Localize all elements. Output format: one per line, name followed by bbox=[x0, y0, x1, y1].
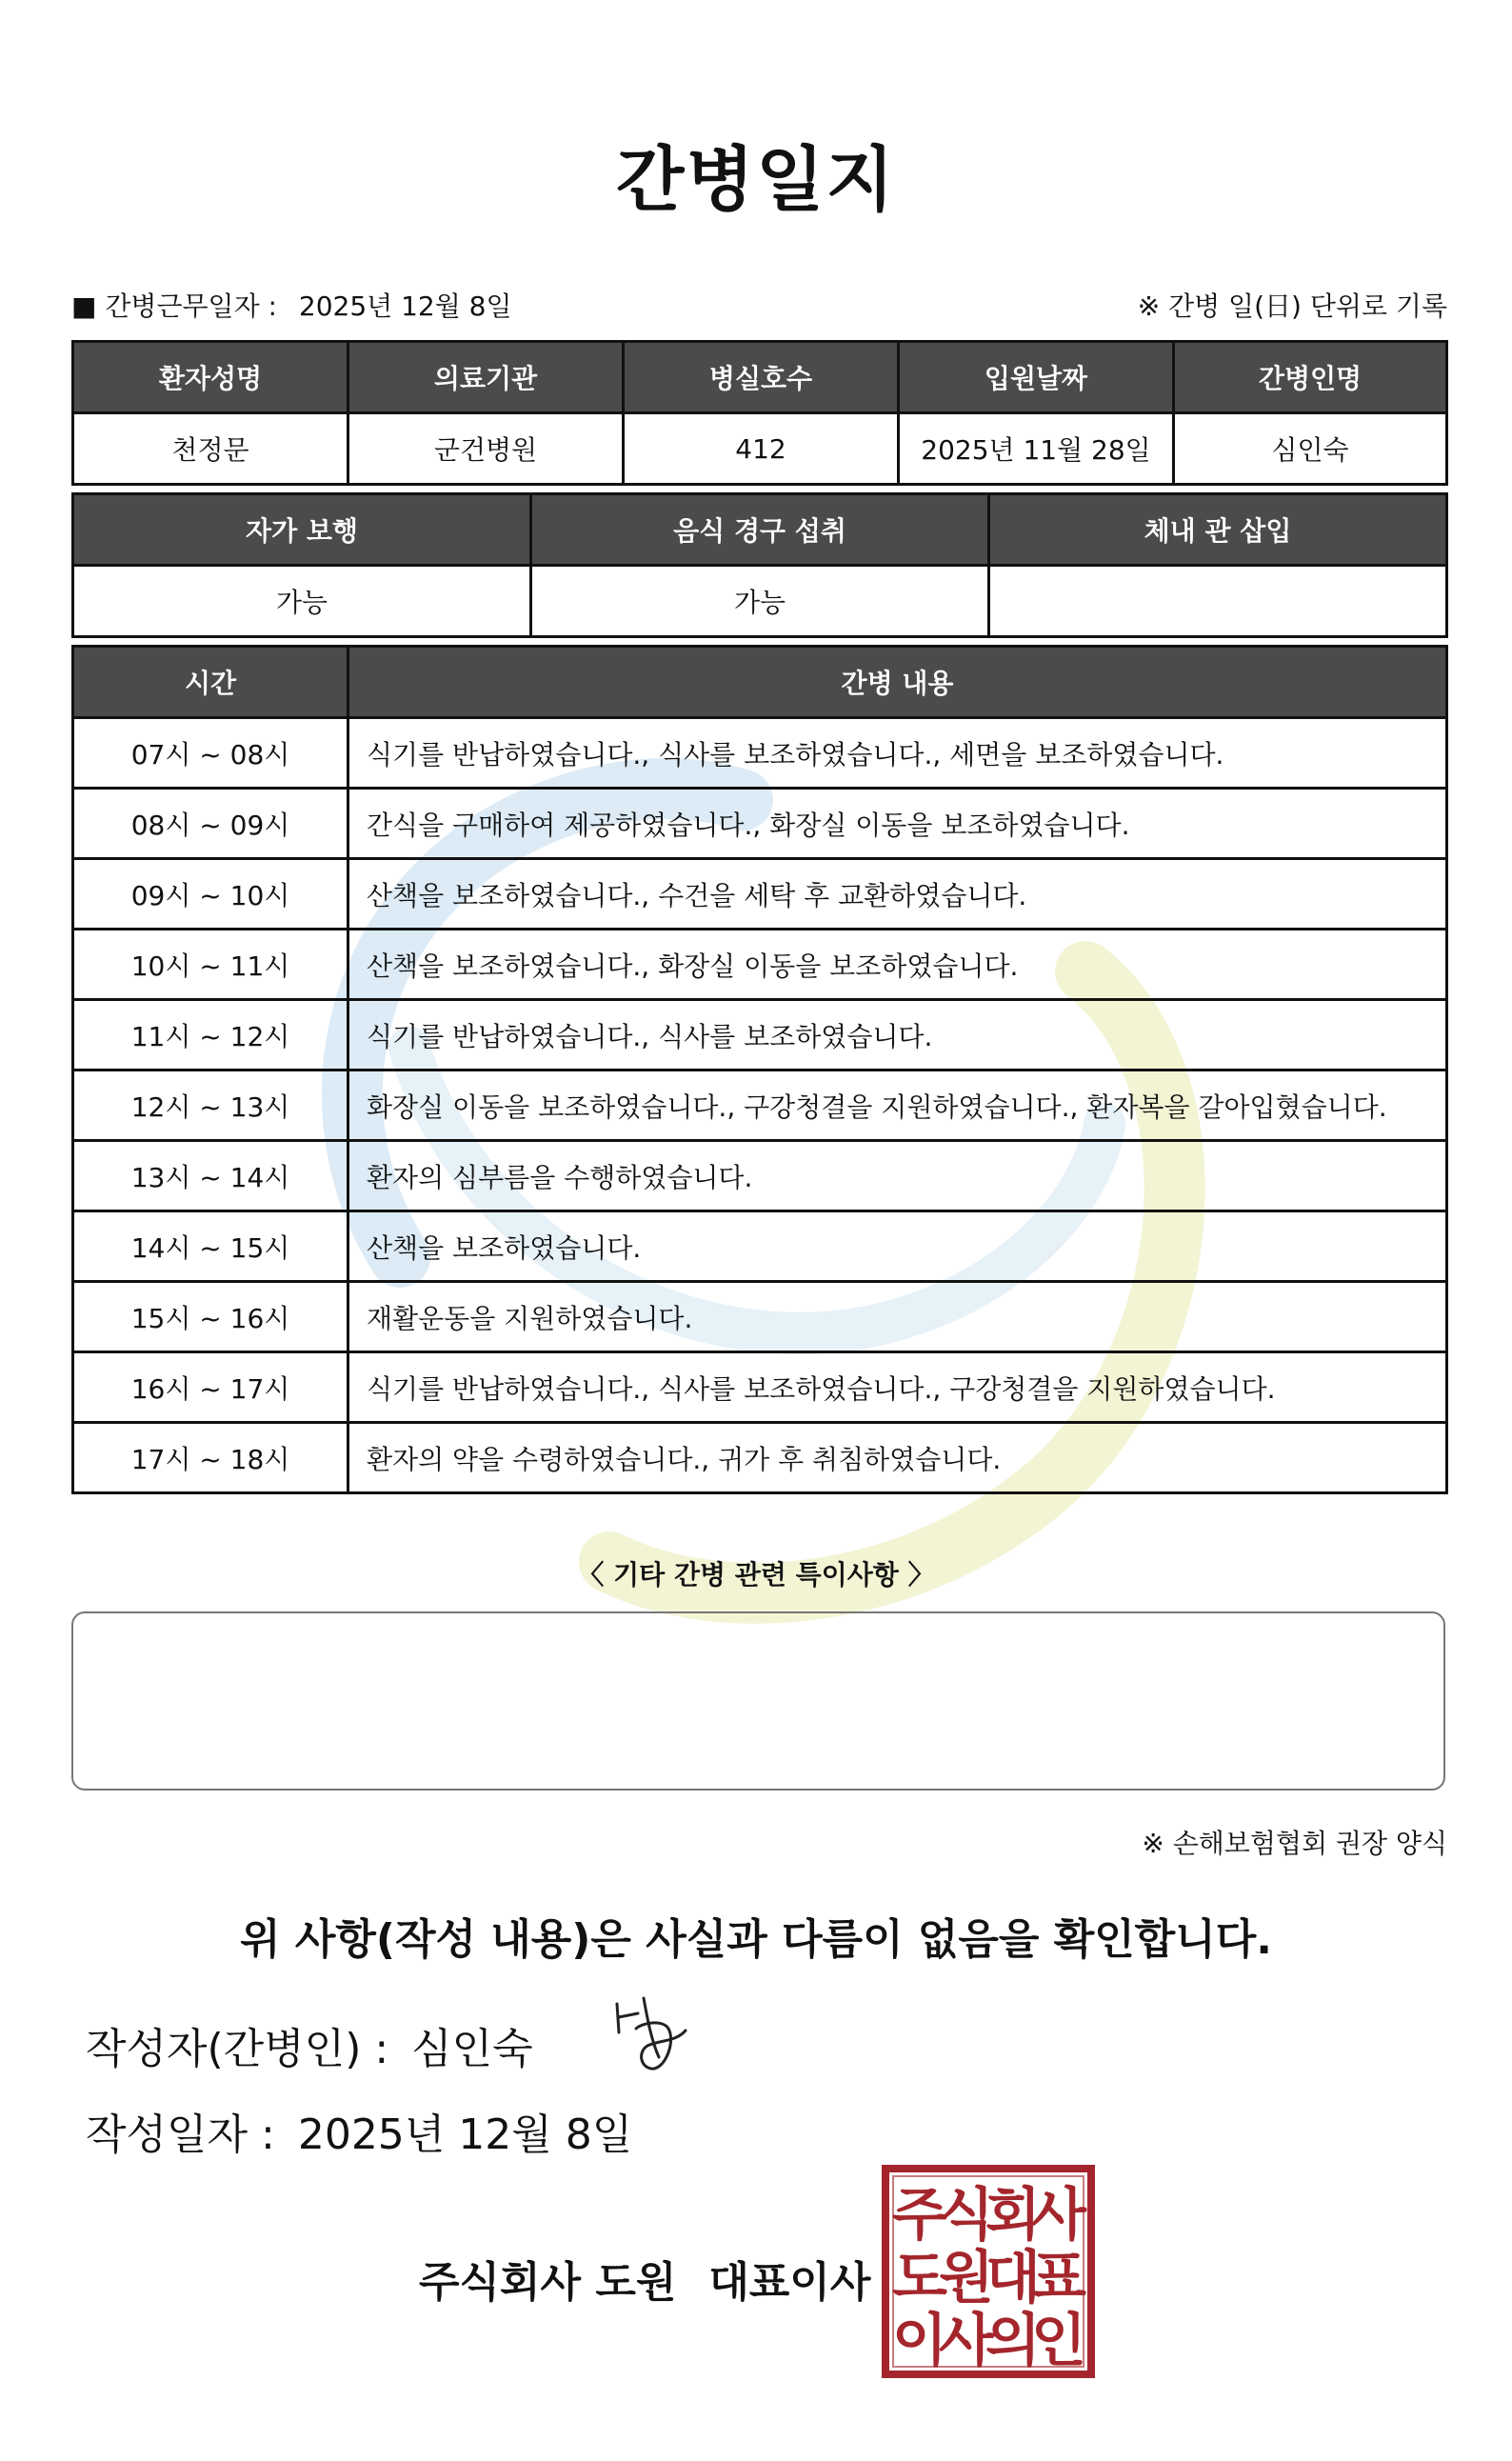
log-content: 식기를 반납하였습니다., 식사를 보조하였습니다., 구강청결을 지원하였습니다. bbox=[348, 1352, 1447, 1423]
header-room-number: 병실호수 bbox=[624, 342, 899, 413]
hospital-name: 군건병원 bbox=[348, 413, 624, 485]
room-number: 412 bbox=[624, 413, 899, 485]
table-row bbox=[73, 1352, 1447, 1423]
writer-name: 심인숙 bbox=[411, 2025, 533, 2073]
writer-line bbox=[86, 2014, 533, 2075]
form-note: ※ 손해보험협회 권장 양식 bbox=[1142, 1828, 1447, 1859]
special-notes-title: 〈 기타 간병 관련 특이사항 〉 bbox=[577, 1559, 935, 1591]
header-patient-name: 환자성명 bbox=[73, 342, 348, 413]
log-content: 재활운동을 지원하였습니다. bbox=[348, 1282, 1447, 1352]
header-care-content: 간병 내용 bbox=[348, 647, 1447, 718]
header-admission-date: 입원날짜 bbox=[899, 342, 1174, 413]
patient-info-value-row bbox=[73, 413, 1447, 485]
svg-text:사: 사 bbox=[1031, 2182, 1086, 2249]
svg-text:표: 표 bbox=[1031, 2245, 1086, 2311]
log-content: 산책을 보조하였습니다., 수건을 세탁 후 교환하였습니다. bbox=[348, 859, 1447, 930]
svg-text:원: 원 bbox=[939, 2245, 994, 2311]
company-seal-icon bbox=[881, 2164, 1096, 2379]
header-caregiver-name: 간병인명 bbox=[1174, 342, 1447, 413]
log-time: 15시 ~ 16시 bbox=[73, 1282, 348, 1352]
svg-text:인: 인 bbox=[1031, 2308, 1086, 2374]
log-content: 환자의 심부름을 수행하였습니다. bbox=[348, 1141, 1447, 1211]
svg-text:이: 이 bbox=[892, 2308, 947, 2374]
work-date-label: ■ 간병근무일자 : bbox=[71, 290, 277, 322]
patient-info-header-row bbox=[73, 342, 1447, 413]
log-time: 16시 ~ 17시 bbox=[73, 1352, 348, 1423]
log-time: 12시 ~ 13시 bbox=[73, 1070, 348, 1141]
patient-name: 천정문 bbox=[73, 413, 348, 485]
status-header-row bbox=[73, 494, 1447, 566]
svg-text:도: 도 bbox=[892, 2245, 947, 2311]
header-self-walking: 자가 보행 bbox=[73, 494, 531, 566]
company-line bbox=[419, 2248, 870, 2309]
care-log-header-row bbox=[73, 647, 1447, 718]
log-content: 산책을 보조하였습니다. bbox=[348, 1211, 1447, 1282]
svg-text:주: 주 bbox=[892, 2182, 947, 2249]
log-time: 09시 ~ 10시 bbox=[73, 859, 348, 930]
patient-status-table bbox=[71, 492, 1448, 638]
log-content: 화장실 이동을 보조하였습니다., 구강청결을 지원하였습니다., 환자복을 갈아입혔습니다. bbox=[348, 1070, 1447, 1141]
svg-text:사: 사 bbox=[939, 2308, 994, 2374]
svg-text:회: 회 bbox=[985, 2182, 1041, 2249]
writer-label: 작성자(간병인) : bbox=[86, 2025, 389, 2073]
written-date-line bbox=[86, 2100, 632, 2161]
special-notes-box bbox=[71, 1611, 1445, 1791]
table-row bbox=[73, 1070, 1447, 1141]
written-date-value: 2025년 12월 8일 bbox=[297, 2111, 633, 2159]
self-walking-value: 가능 bbox=[73, 566, 531, 637]
handwritten-signature-icon bbox=[609, 1991, 714, 2076]
svg-text:식: 식 bbox=[939, 2182, 994, 2249]
table-row bbox=[73, 859, 1447, 930]
table-row bbox=[73, 1000, 1447, 1070]
table-row bbox=[73, 930, 1447, 1000]
log-content: 간식을 구매하여 제공하였습니다., 화장실 이동을 보조하였습니다. bbox=[348, 789, 1447, 859]
company-name: 주식회사 도원 bbox=[419, 2258, 677, 2307]
oral-intake-value: 가능 bbox=[531, 566, 989, 637]
log-time: 13시 ~ 14시 bbox=[73, 1141, 348, 1211]
svg-text:대: 대 bbox=[985, 2245, 1041, 2311]
header-hospital: 의료기관 bbox=[348, 342, 624, 413]
written-date-label: 작성일자 : bbox=[86, 2111, 275, 2159]
log-content: 환자의 약을 수령하였습니다., 귀가 후 취침하였습니다. bbox=[348, 1423, 1447, 1493]
admission-date: 2025년 11월 28일 bbox=[899, 413, 1174, 485]
status-value-row bbox=[73, 566, 1447, 637]
table-row bbox=[73, 1282, 1447, 1352]
work-date bbox=[71, 286, 512, 324]
log-time: 17시 ~ 18시 bbox=[73, 1423, 348, 1493]
header-time: 시간 bbox=[73, 647, 348, 718]
confirmation-statement: 위 사항(작성 내용)은 사실과 다름이 없음을 확인합니다. bbox=[240, 1915, 1272, 1964]
caregiver-name: 심인숙 bbox=[1174, 413, 1447, 485]
log-time: 10시 ~ 11시 bbox=[73, 930, 348, 1000]
tube-insertion-value bbox=[989, 566, 1447, 637]
log-content: 산책을 보조하였습니다., 화장실 이동을 보조하였습니다. bbox=[348, 930, 1447, 1000]
work-date-value: 2025년 12월 8일 bbox=[298, 290, 512, 322]
unit-note: ※ 간병 일(日) 단위로 기록 bbox=[1137, 290, 1447, 322]
page-title: 간병일지 bbox=[616, 139, 896, 221]
table-row bbox=[73, 1141, 1447, 1211]
representative-title: 대표이사 bbox=[708, 2258, 871, 2307]
table-row bbox=[73, 1423, 1447, 1493]
svg-text:의: 의 bbox=[985, 2308, 1041, 2374]
care-log-table bbox=[71, 645, 1448, 1494]
patient-info-table bbox=[71, 340, 1448, 486]
table-row bbox=[73, 718, 1447, 789]
header-oral-intake: 음식 경구 섭취 bbox=[531, 494, 989, 566]
log-content: 식기를 반납하였습니다., 식사를 보조하였습니다. bbox=[348, 1000, 1447, 1070]
log-time: 07시 ~ 08시 bbox=[73, 718, 348, 789]
log-time: 08시 ~ 09시 bbox=[73, 789, 348, 859]
log-time: 14시 ~ 15시 bbox=[73, 1211, 348, 1282]
header-tube-insertion: 체내 관 삽입 bbox=[989, 494, 1447, 566]
log-time: 11시 ~ 12시 bbox=[73, 1000, 348, 1070]
table-row bbox=[73, 1211, 1447, 1282]
table-row bbox=[73, 789, 1447, 859]
log-content: 식기를 반납하였습니다., 식사를 보조하였습니다., 세면을 보조하였습니다. bbox=[348, 718, 1447, 789]
